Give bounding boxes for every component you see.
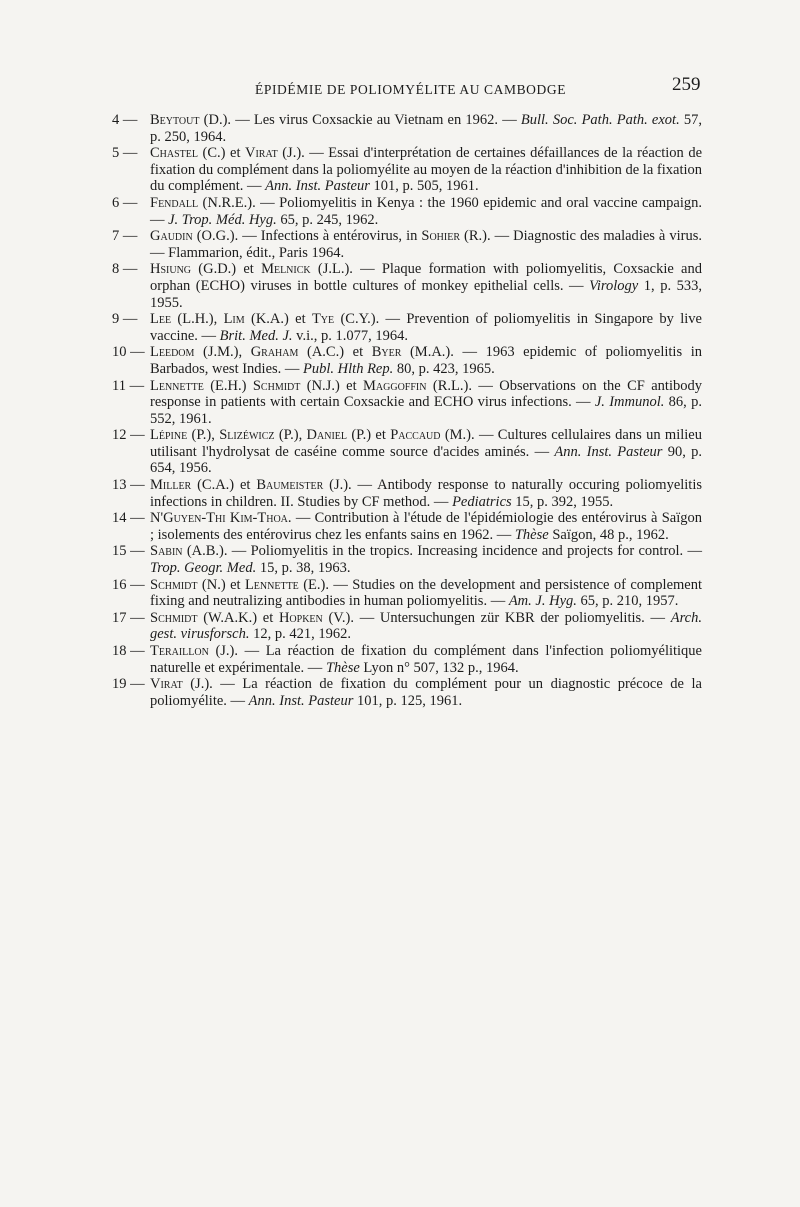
reference-text bbox=[150, 112, 702, 145]
reference-number: 10 — bbox=[112, 344, 145, 361]
reference-number: 14 — bbox=[112, 510, 145, 527]
reference-entry bbox=[112, 311, 702, 344]
author-name: Maggoffin bbox=[363, 377, 427, 394]
reference-number: 6 — bbox=[112, 194, 138, 211]
citation-text: (P.), bbox=[274, 427, 307, 444]
author-name: Lim bbox=[223, 311, 245, 328]
page-number: 259 bbox=[672, 74, 701, 95]
citation-text: 15, p. 38, 1963. bbox=[256, 560, 351, 577]
author-name: Byer bbox=[371, 344, 402, 361]
reference-number: 4 — bbox=[112, 112, 138, 128]
reference-number: 11 — bbox=[112, 377, 145, 394]
citation-text: 80, p. 423, 1965. bbox=[393, 360, 495, 377]
journal-title: Thèse bbox=[325, 659, 360, 676]
author-name: Leedom bbox=[150, 344, 195, 361]
reference-number: 17 — bbox=[112, 609, 145, 626]
reference-text bbox=[150, 378, 702, 428]
author-name: Lépine bbox=[150, 427, 188, 444]
citation-text: 65, p. 210, 1957. bbox=[576, 593, 679, 610]
reference-text bbox=[150, 543, 702, 576]
citation-text: (C.Y.). — Prevention of poliomyelitis in Singapore by live vaccine. — bbox=[150, 311, 702, 344]
journal-title: Ann. Inst. Pasteur bbox=[248, 692, 354, 709]
author-name: Virat bbox=[245, 145, 278, 162]
reference-entry bbox=[112, 610, 702, 643]
author-name: Lennette bbox=[244, 576, 299, 593]
reference-number: 7 — bbox=[112, 228, 138, 245]
author-name: Teraillon bbox=[150, 643, 209, 659]
author-name: Virat bbox=[150, 676, 183, 693]
author-name: Hopken bbox=[278, 609, 323, 626]
reference-number: 16 — bbox=[112, 576, 145, 593]
author-name: Schmidt bbox=[150, 576, 198, 593]
author-name: Melnick bbox=[261, 261, 311, 278]
reference-text bbox=[150, 510, 702, 543]
author-name: Lee bbox=[150, 311, 172, 328]
author-name: Hsiung bbox=[150, 261, 192, 278]
reference-text bbox=[150, 643, 702, 676]
citation-text: (E.). — Studies on the development and persistence of complement fixing and neutralizing antibodies in human poliomyelitis. — bbox=[150, 576, 702, 610]
author-name: Paccaud bbox=[390, 427, 441, 444]
citation-text: Lyon n° 507, 132 p., 1964. bbox=[359, 659, 519, 676]
citation-text: (J.L.). — Plaque formation with poliomyelitis, Coxsackie and orphan (ECHO) viruses in bottle cultures of monkey epithelial cells. — bbox=[150, 261, 702, 294]
citation-text: (A.C.) et bbox=[298, 344, 372, 361]
reference-number: 9 — bbox=[112, 311, 138, 328]
citation-text: . — Contribution à l'étude de l'épidémiologie des entérovirus à Saïgon ; isolements des entérovirus chez les enfants sains en 1962. — bbox=[150, 510, 702, 543]
citation-text: (J.). — La réaction de fixation du complément dans l'infection poliomyélitique naturelle et expérimentale. — bbox=[150, 643, 702, 676]
reference-entry bbox=[112, 228, 702, 261]
reference-text bbox=[150, 610, 702, 643]
journal-title: Arch. gest. virusforsch. bbox=[150, 609, 702, 643]
citation-text: Saïgon, 48 p., 1962. bbox=[548, 526, 669, 543]
author-name: Miller bbox=[150, 477, 192, 494]
citation-text: (J.). — La réaction de fixation du complément pour un diagnostic précoce de la poliomyélite. — bbox=[150, 676, 702, 709]
reference-number: 8 — bbox=[112, 261, 138, 278]
journal-title: Publ. Hlth Rep. bbox=[303, 360, 394, 377]
citation-text: 1, p. 533, 1955. bbox=[150, 277, 702, 311]
citation-text: (N.R.E.). — Poliomyelitis in Kenya : the 1960 epidemic and oral vaccine campaign. — bbox=[150, 194, 702, 228]
citation-text: (J.M.), bbox=[194, 344, 251, 361]
author-name: Beytout bbox=[150, 112, 200, 128]
reference-text bbox=[150, 344, 702, 377]
citation-text: 15, p. 392, 1955. bbox=[511, 493, 614, 510]
reference-number: 5 — bbox=[112, 145, 138, 162]
citation-text: (C.A.) et bbox=[191, 477, 257, 494]
journal-title: Brit. Med. J. bbox=[219, 327, 293, 344]
author-name: Graham bbox=[250, 344, 299, 361]
citation-text: (P.), bbox=[187, 427, 220, 444]
journal-title: Am. J. Hyg. bbox=[508, 593, 577, 610]
reference-number: 19 — bbox=[112, 676, 145, 693]
author-name: Sabin bbox=[150, 543, 183, 560]
journal-title: Ann. Inst. Pasteur bbox=[554, 443, 663, 460]
reference-entry bbox=[112, 112, 702, 145]
citation-text: (D.). — Les virus Coxsackie au Vietnam en 1962. — bbox=[199, 112, 521, 128]
reference-number: 13 — bbox=[112, 477, 145, 494]
reference-entry bbox=[112, 543, 702, 576]
citation-text: 101, p. 505, 1961. bbox=[369, 178, 479, 195]
reference-entry bbox=[112, 577, 702, 610]
reference-list bbox=[112, 112, 702, 709]
journal-title: Ann. Inst. Pasteur bbox=[265, 178, 370, 195]
citation-text: (C.) et bbox=[198, 145, 245, 162]
reference-text bbox=[150, 676, 702, 709]
reference-entry bbox=[112, 145, 702, 195]
citation-text: (M.). — Cultures cellulaires dans un milieu utilisant l'hydrolysat de caséine comme source d'acides aminés. — bbox=[150, 427, 702, 460]
reference-entry bbox=[112, 676, 702, 709]
citation-text: 101, p. 125, 1961. bbox=[353, 692, 463, 709]
citation-text: (J.). — Antibody response to naturally occuring poliomyelitis infections in children. II. Studies by CF method. — bbox=[150, 477, 703, 510]
citation-text: (P.) et bbox=[347, 427, 391, 444]
journal-title: J. Immunol. bbox=[594, 394, 665, 411]
citation-text: 57, p. 250, 1964. bbox=[150, 112, 702, 145]
citation-text: 90, p. 654, 1956. bbox=[150, 443, 702, 477]
reference-text bbox=[150, 311, 702, 344]
journal-title: J. Trop. Méd. Hyg. bbox=[168, 211, 277, 228]
reference-entry bbox=[112, 510, 702, 543]
journal-title: Trop. Geogr. Med. bbox=[150, 560, 257, 577]
citation-text: (K.A.) et bbox=[244, 311, 312, 328]
reference-text bbox=[150, 195, 702, 228]
author-name: Daniel bbox=[306, 427, 347, 444]
citation-text: (M.A.). — 1963 epidemic of poliomyelitis in Barbados, west Indies. — bbox=[150, 344, 702, 377]
citation-text: (L.H.), bbox=[171, 311, 224, 328]
citation-text: v.i., p. 1.077, 1964. bbox=[292, 327, 409, 344]
reference-entry bbox=[112, 344, 702, 377]
citation-text: (R.). — Diagnostic des maladies à virus. — Flammarion, édit., Paris 1964. bbox=[150, 228, 702, 261]
reference-number: 18 — bbox=[112, 643, 145, 659]
reference-entry bbox=[112, 378, 702, 428]
reference-number: 12 — bbox=[112, 427, 145, 444]
reference-text bbox=[150, 145, 702, 195]
citation-text: (N.) et bbox=[197, 576, 245, 593]
reference-entry bbox=[112, 261, 702, 311]
citation-text: (V.). — Untersuchungen zür KBR der poliomyelitis. — bbox=[322, 609, 671, 626]
author-name: Sohier bbox=[421, 228, 461, 245]
citation-text: (R.L.). — Observations on the CF antibody response in patients with certain Coxsackie and ECHO virus infections. — bbox=[150, 377, 702, 411]
author-name: Schmidt bbox=[252, 377, 301, 394]
author-name: Gaudin bbox=[150, 228, 193, 245]
reference-text bbox=[150, 477, 702, 510]
citation-text: (W.A.K.) et bbox=[197, 609, 279, 626]
citation-text: N' bbox=[150, 510, 164, 527]
journal-title: Virology bbox=[589, 277, 639, 294]
reference-entry bbox=[112, 477, 702, 510]
citation-text: (E.H.) bbox=[203, 377, 253, 394]
reference-entry bbox=[112, 427, 702, 477]
reference-text bbox=[150, 261, 702, 311]
author-name: Baumeister bbox=[256, 477, 324, 494]
citation-text: 65, p. 245, 1962. bbox=[276, 211, 379, 228]
citation-text: (A.B.). — Poliomyelitis in the tropics. Increasing incidence and projects for control. — bbox=[182, 543, 702, 560]
journal-title: Thèse bbox=[514, 526, 549, 543]
author-name: Tye bbox=[311, 311, 335, 328]
running-title: ÉPIDÉMIE DE POLIOMYÉLITE AU CAMBODGE bbox=[255, 82, 567, 97]
citation-text: (O.G.). — Infections à entérovirus, in bbox=[192, 228, 422, 245]
reference-number: 15 — bbox=[112, 543, 145, 560]
author-name: Lennette bbox=[150, 377, 204, 394]
journal-title: Bull. Soc. Path. Path. exot. bbox=[520, 112, 680, 128]
citation-text: (N.J.) et bbox=[300, 377, 364, 394]
author-name: Fendall bbox=[150, 194, 199, 211]
author-name: Schmidt bbox=[150, 609, 198, 626]
citation-text: 86, p. 552, 1961. bbox=[150, 394, 702, 427]
author-name: Chastel bbox=[150, 145, 199, 162]
reference-entry bbox=[112, 643, 702, 676]
citation-text: (G.D.) et bbox=[191, 261, 262, 278]
citation-text: (J.). — Essai d'interprétation de certaines défaillances de la réaction de fixation du complément dans la poliomyélite au moyen de la réaction d'inhibition de la fixation du complément. — bbox=[150, 145, 702, 195]
reference-text bbox=[150, 577, 702, 610]
author-name: Guyen-Thi Kim-Thoa bbox=[163, 510, 288, 527]
reference-text bbox=[150, 228, 702, 261]
reference-entry bbox=[112, 195, 702, 228]
author-name: Slizéwicz bbox=[219, 427, 275, 444]
reference-text bbox=[150, 427, 702, 477]
citation-text: 12, p. 421, 1962. bbox=[249, 626, 351, 643]
journal-title: Pediatrics bbox=[452, 493, 512, 510]
